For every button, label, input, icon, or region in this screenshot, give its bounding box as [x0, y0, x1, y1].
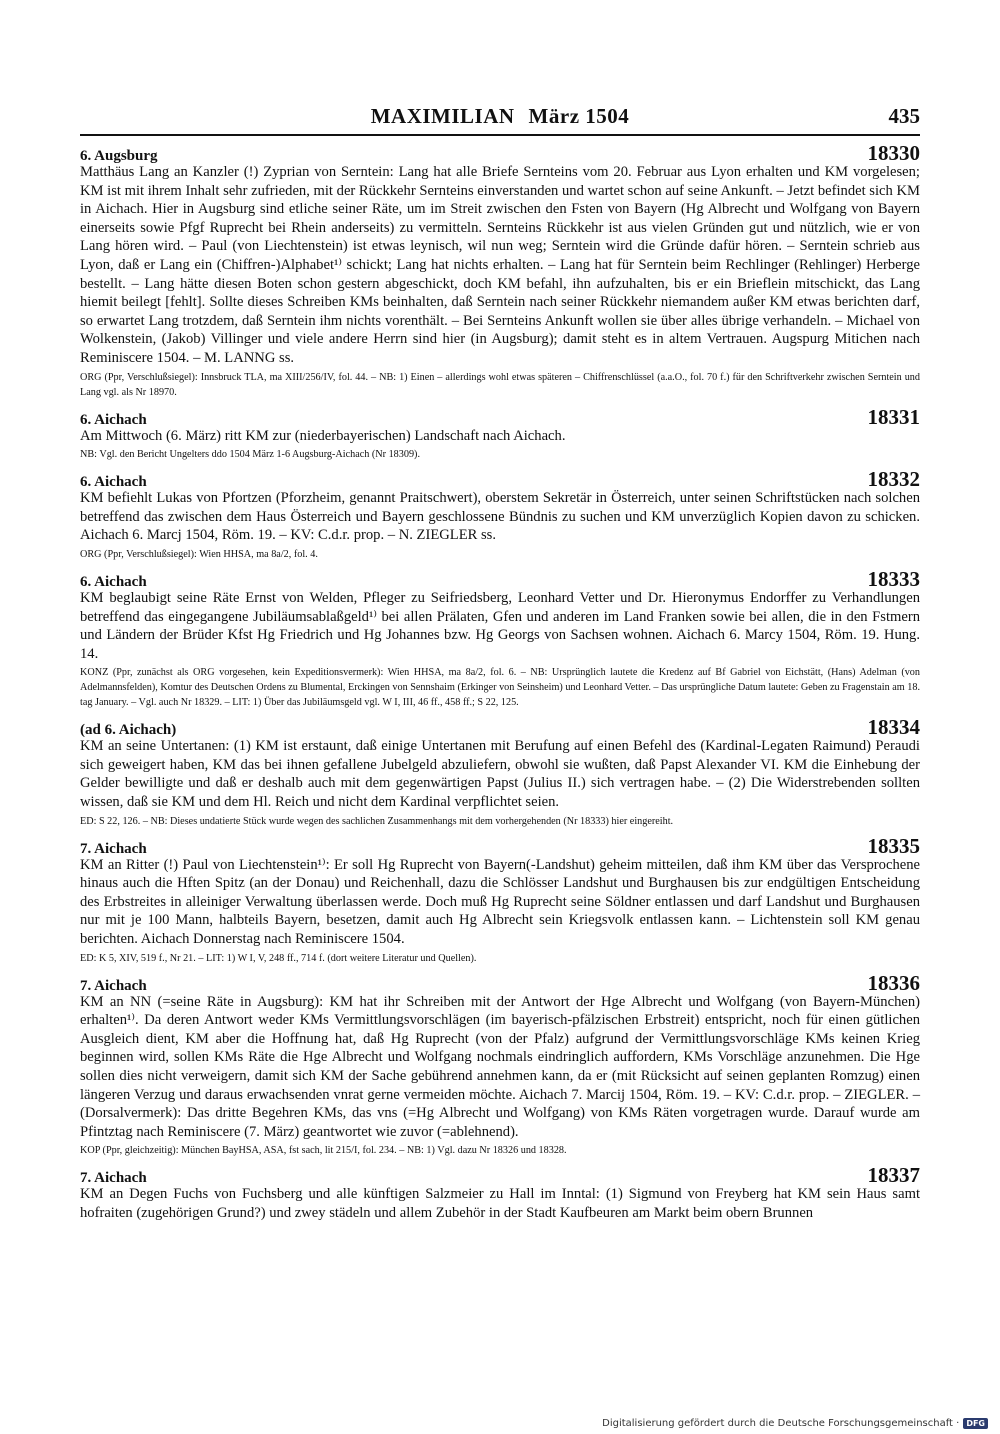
entry-note: ED: K 5, XIV, 519 f., Nr 21. – LIT: 1) W I, V, 248 ff., 714 f. (dort weitere Literatur und Quellen). [80, 952, 477, 964]
entry-place: 7. Aichach [80, 840, 147, 857]
page-number: 435 [888, 104, 920, 128]
entry-number: 18331 [867, 404, 920, 429]
entry-text: Am Mittwoch (6. März) ritt KM zur (niederbayerischen) Landschaft nach Aichach. [80, 427, 566, 444]
entry-number: 18335 [867, 833, 920, 858]
running-header [80, 104, 920, 136]
entry-text: KM an NN (=seine Räte in Augsburg): KM hat ihr Schreiben mit der Antwort der Hge Albrecht und Wolfgang (von Bayern-München) erhalten¹⁾. Da deren Antwort weder KMs Vermittlungsvorschlägen (im bayerisch-pfälzischen Erbstreit) entspricht, noch für einen gütlichen Ausgleich dient, KM aber die Hoffnung hat, daß Hg Ruprecht (von der Pfalz) aufgrund der Vermittlungsvorschläge KMs keinen Krieg beginnen wird, sollen KMs Räte die Hge Albrecht und Wolfgang nochmals eindringlich auffordern, KMs Vorschläge anzunehmen. Die Hge sollen dies nicht verweigern, damit sich KM der Sache gebührend annehmen kann, da er (mit Rücksicht auf seinen geplanten Romzug) einen längeren Verzug und daraus erwachsenden vnrat gerne vermeiden möchte. Aichach 7. Marcij 1504, Röm. 19. – KV: C.d.r. prop. – ZIEGLER. – (Dorsalvermerk): Das dritte Begehren KMs, das vns (=Hg Albrecht und Wolfgang) von KMs Räten vorgetragen wurde. Darauf wurde am Pfintztag nach Reminiscere (7. März) geantwortet wie zuvor (=ablehnend). [80, 993, 920, 1140]
entry-number: 18332 [867, 467, 920, 492]
header-month: März 1504 [528, 104, 630, 128]
entry-number: 18336 [867, 970, 920, 995]
entry-text: KM an Ritter (!) Paul von Liechtenstein¹⁾: Er soll Hg Ruprecht von Bayern(-Landshut) geheim mitteilen, daß ihm KM über das Versprochene hinaus auch die Hften Spitz (an der Donau) und Reichenhall, dazu die Schlösser Landshut und Burghausen bis zur endgültigen Entscheidung des Erbstreites in alleiniger Verwaltung überlassen werde. Doch muß Hg Ruprecht seine Söldner entlassen und darf Landshut und Burghausen nur mit je 100 Mann, halbteils Bayern, besetzen, damit auch Hg Albrecht sein Kriegsvolk entlassen kann. – Lichtenstein soll KM genau berichten. Aichach Donnerstag nach Reminiscere 1504. [80, 856, 920, 948]
entry-number: 18334 [867, 715, 920, 740]
running-title [80, 104, 920, 129]
entry-place: (ad 6. Aichach) [80, 722, 177, 739]
entry [80, 566, 920, 710]
entry [80, 467, 920, 562]
entry [80, 141, 920, 400]
entry-note: NB: Vgl. den Bericht Ungelters ddo 1504 März 1-6 Augsburg-Aichach (Nr 18309). [80, 449, 420, 461]
entry-place: 7. Aichach [80, 977, 147, 994]
entry-note: ED: S 22, 126. – NB: Dieses undatierte Stück wurde wegen des sachlichen Zusammenhangs mit dem vorhergehenden (Nr 18333) hier eingereiht. [80, 815, 674, 827]
entry-place: 6. Aichach [80, 474, 147, 491]
entry-text: KM an Degen Fuchs von Fuchsberg und alle künftigen Salzmeier zu Hall im Inntal: (1) Sigmund von Freyberg hat KM sein Haus samt hofraiten (zugehörigen Grund?) und zwey städeln und allem Zubehör in der Stadt Kaufbeuren am Markt beim obern Brunnen [80, 1186, 920, 1221]
entry [80, 970, 920, 1159]
header-title: MAXIMILIAN [370, 104, 515, 128]
entry-text: KM beglaubigt seine Räte Ernst von Welden, Pfleger zu Seifriedsberg, Leonhard Vetter und Dr. Hieronymus Endorffer zu Verhandlungen betreffend das eingegangene Jubiläumsablaßgeld¹⁾ bei allen Prälaten, Gfen und anderen im Land Franken sowie bei allen, die in den Fstmern und Ländern der Brüder Kfst Hg Friedrich und Hg Johannes bzw. Hg Georgs von Sachsen wohnen. Aichach 6. Marcy 1504, Röm. 19. Hung. 14. [80, 589, 920, 662]
entry-number: 18333 [867, 566, 920, 591]
entry-number: 18330 [867, 141, 920, 165]
dfg-logo: DFG [963, 1418, 988, 1429]
entry-note: KONZ (Ppr, zunächst als ORG vorgesehen, kein Expeditionsvermerk): Wien HHSA, ma 8a/2, fol. 6. – NB: Ursprünglich lautete die Kredenz auf Bf Gabriel von Eichstätt, (Hans) Adelman (von Adelmannsfelden), Komtur des Deutschen Ordens zu Blumental, Erckingen von Sennshaim (Erkinger von Seinsheim) und Leonhard Vetter. – Das ursprüngliche Datum lautete: Geben zu Fragenstain am 18. tag January. – Vgl. auch Nr 18329. – LIT: 1) Über das Jubiläumsgeld vgl. W I, III, 46 ff., 458 ff.; S 22, 125. [80, 667, 920, 709]
entry-note: KOP (Ppr, gleichzeitig): München BayHSA, ASA, fst sach, lit 215/I, fol. 234. – NB: 1) Vgl. dazu Nr 18326 und 18328. [80, 1145, 567, 1157]
footer-credit [602, 1418, 988, 1429]
entry-place: 6. Aichach [80, 573, 147, 590]
document-page [80, 104, 920, 1223]
entry-text: KM an seine Untertanen: (1) KM ist erstaunt, daß einige Untertanen mit Berufung auf einen Befehl des (Kardinal-Legaten Raimund) Peraudi sich geweigert haben, KM das bei ihnen gefallene Jubelgeld abzuliefern, obwohl sie wußten, daß Papst Alexander VI. KM die Einhebung der Gelder bewilligte und daß er deshalb auch mit dem gegenwärtigen Papst (Julius II.) sich vertragen habe. – (2) Die Widerstrebenden sollten wissen, daß sie KM und dem Hl. Reich und nicht dem Kardinal verpflichtet seien. [80, 738, 920, 811]
entry-text: Matthäus Lang an Kanzler (!) Zyprian von Serntein: Lang hat alle Briefe Sernteins vom 20. Februar aus Lyon erhalten und KM vorgelesen; KM ist mit ihrem Inhalt sehr zufrieden, mit der Rückkehr Sernteins einverstanden und wartet schon auf seine Ankunft. – Jetzt befindet sich KM in Aichach. Hier in Augsburg sind etliche seiner Räte, um im Streit zwischen den Fsten von Bayern (Hg Albrecht und Wolfgang von Bayern einerseits sowie Pfgf Ruprecht bei Rhein anderseits) zu vermitteln. Sernteins Rückkehr ist aus vielen Gründen gut und nützlich, wie er von Lang hören wird. – Paul (von Liechtenstein) ist etwas leynisch, wil nun weg; Serntein wird die Gründe dafür hören. – Serntein schrieb aus Lyon, daß er Lang ein (Chiffren-)Alphabet¹⁾ schickt; Lang hat nichts erhalten. – Lang hat für Serntein beim Rechlinger (Rehlinger) Herberge bestellt. – Lang hätte diesen Boten schon gestern abgeschickt, doch KM befahl, ihn aufzuhalten, bis er ein Brieflein mitschickt, das Lang hiemit beilegt [fehlt]. Sollte dieses Schreiben KMs beinhalten, daß Serntein nach seiner Rückkehr niemandem außer KM etwas berichten darf, so erwartet Lang trotzdem, daß Serntein ihm nichts vorenthält. – Bei Sernteins Ankunft wollen sie über alles übrige verhandeln. – Michael von Wolkenstein, (Jakob) Villinger und viele andere Herrn sind hier (in Augsburg); damit steht es in altem Vertrauen. Augspurg Mitichen nach Reminiscere 1504. – M. LANNG ss. [80, 164, 920, 366]
entry-number: 18337 [867, 1163, 920, 1188]
entry-text: KM befiehlt Lukas von Pfortzen (Pforzheim, genannt Praitschwert), oberstem Sekretär in Österreich, unter seinen Schriftstücken nach solchen betreffend das zwischen dem Haus Österreich und Bayern geschlossene Bündnis zu suchen und KM unverzüglich Kopien davon zu schicken. Aichach 6. Marcj 1504, Röm. 19. – KV: C.d.r. prop. – N. ZIEGLER ss. [80, 490, 920, 544]
entry-place: 6. Aichach [80, 411, 147, 428]
entry [80, 833, 920, 966]
entry-note: ORG (Ppr, Verschlußsiegel): Innsbruck TLA, ma XIII/256/IV, fol. 44. – NB: 1) Einen – allerdings wohl etwas späteren – Chiffrenschlüssel (a.a.O., fol. 70 f.) für den Schriftverkehr zwischen Serntein und Lang vgl. als Nr 18970. [80, 371, 920, 398]
entry-place: 7. Aichach [80, 1170, 147, 1187]
footer-text: Digitalisierung gefördert durch die Deutsche Forschungsgemeinschaft · [602, 1418, 960, 1429]
entry-place: 6. Augsburg [80, 148, 158, 164]
entry [80, 404, 920, 463]
entry [80, 715, 920, 828]
entry [80, 1163, 920, 1222]
entry-note: ORG (Ppr, Verschlußsiegel): Wien HHSA, ma 8a/2, fol. 4. [80, 548, 318, 560]
